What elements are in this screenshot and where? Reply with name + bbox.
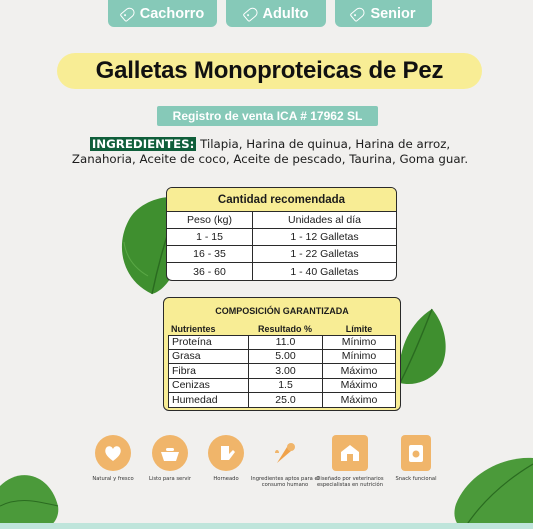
result-cell: 25.0 — [249, 393, 323, 407]
feature-icons-row — [92, 435, 445, 495]
table-row — [168, 364, 396, 379]
oven-mitt-icon — [208, 435, 244, 471]
ingredients-label: INGREDIENTES: — [91, 137, 195, 151]
heart-hand-icon — [95, 435, 131, 471]
table-row — [167, 229, 396, 246]
table-header-row — [167, 212, 396, 229]
table-row — [167, 263, 396, 280]
limit-cell: Máximo — [340, 393, 378, 406]
nutrient-cell: Humedad — [169, 393, 249, 407]
leaf-bottom-left-icon — [0, 466, 60, 529]
vegetables-icon — [267, 435, 303, 471]
weight-cell: 1 - 15 — [167, 229, 253, 245]
guaranteed-composition-table — [163, 297, 401, 411]
pet-bowl-icon — [152, 435, 188, 471]
recommended-title: Cantidad recomendada — [167, 188, 396, 212]
composition-grid — [168, 323, 396, 408]
units-cell: 1 - 22 Galletas — [290, 248, 359, 260]
column-header: Resultado % — [257, 324, 312, 334]
feature-human-grade — [250, 435, 320, 488]
snack-bag-icon — [401, 435, 431, 471]
composition-title: COMPOSICIÓN GARANTIZADA — [215, 305, 349, 316]
registration-badge: Registro de venta ICA # 17962 SL — [157, 106, 378, 126]
result-cell: 3.00 — [249, 364, 323, 378]
product-title-banner — [57, 53, 482, 89]
result-cell: 5.00 — [249, 350, 323, 364]
bottom-strip — [0, 523, 533, 529]
table-row — [167, 246, 396, 263]
nutrient-cell: Grasa — [169, 350, 249, 364]
tab-label: Senior — [370, 5, 416, 22]
table-header-row — [168, 323, 396, 335]
column-header: Unidades al día — [288, 214, 361, 226]
ingredients-text: Tilapia, Harina de quinua, Harina de arroz, Zanahoria, Aceite de coco, Aceite de pescado, Taurina, Goma guar. — [71, 137, 469, 166]
weight-cell: 36 - 60 — [167, 263, 253, 280]
weight-cell: 16 - 35 — [167, 246, 253, 262]
limit-cell: Mínimo — [341, 350, 377, 363]
column-header: Nutrientes — [171, 324, 216, 334]
tab-label: Adulto — [262, 5, 309, 22]
result-cell: 11.0 — [249, 336, 323, 349]
leaf-right-icon — [392, 303, 454, 388]
price-tag-icon — [119, 5, 136, 22]
feature-functional-snack — [381, 435, 451, 482]
recommended-quantity-table — [166, 187, 397, 281]
nutrient-cell: Proteína — [169, 336, 249, 349]
tab-label: Cachorro — [139, 5, 205, 22]
limit-cell: Máximo — [340, 364, 378, 377]
feature-label: Ingredientes aptos para el consumo humano — [250, 476, 320, 488]
limit-cell: Máximo — [340, 379, 378, 392]
product-title: Galletas Monoproteicas de Pez — [95, 57, 444, 84]
column-header: Peso (kg) — [167, 212, 253, 228]
nutrient-cell: Fibra — [169, 364, 249, 378]
feature-vet-designed — [315, 435, 385, 488]
table-row — [168, 393, 396, 408]
table-row — [168, 335, 396, 350]
feature-label: Snack funcional — [395, 476, 437, 482]
table-row — [168, 379, 396, 394]
feature-label: Natural y fresco — [92, 476, 134, 482]
feature-label: Horneado — [213, 476, 239, 482]
units-cell: 1 - 40 Galletas — [290, 265, 359, 278]
nutrient-cell: Cenizas — [169, 379, 249, 393]
leaf-bottom-right-icon — [448, 454, 533, 529]
ingredients-paragraph — [70, 137, 470, 167]
result-cell: 1.5 — [249, 379, 323, 393]
units-cell: 1 - 12 Galletas — [290, 231, 359, 243]
vet-clinic-icon — [332, 435, 368, 471]
column-header: Límite — [345, 324, 373, 334]
feature-label: Diseñado por veterinarios especialistas en nutrición — [316, 476, 384, 488]
tab-adulto[interactable] — [226, 0, 326, 27]
product-stage-tabs — [0, 0, 533, 28]
tab-senior[interactable] — [335, 0, 432, 27]
price-tag-icon — [350, 5, 367, 22]
feature-label: Listo para servir — [149, 476, 191, 482]
limit-cell: Mínimo — [341, 336, 377, 349]
table-row — [168, 350, 396, 365]
price-tag-icon — [242, 5, 259, 22]
tab-cachorro[interactable] — [108, 0, 217, 27]
